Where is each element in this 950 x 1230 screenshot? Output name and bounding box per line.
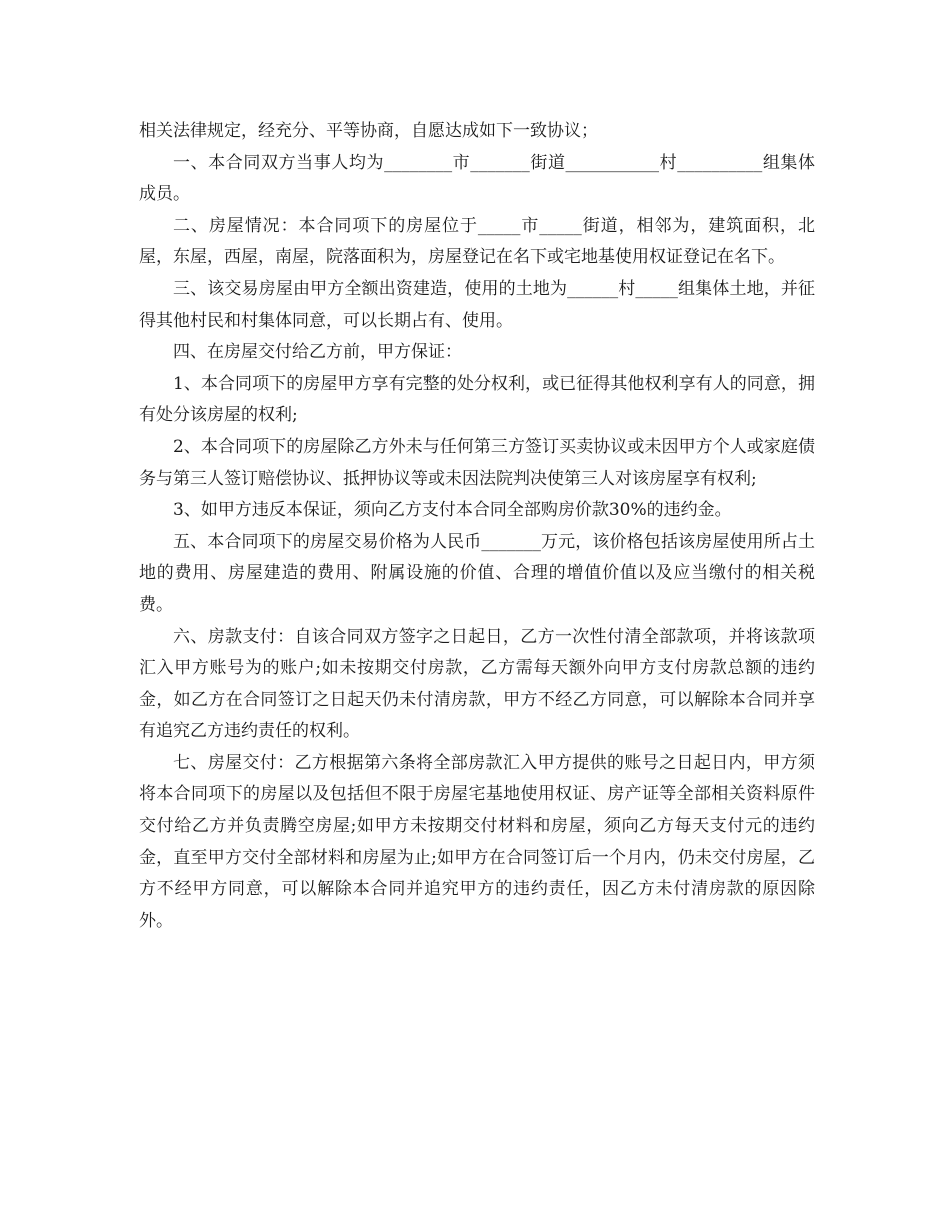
- contract-body: [139, 116, 815, 937]
- clause-3-land-use: 三、该交易房屋由甲方全额出资建造，使用的土地为______村_____组集体土地，并征得其他村民和村集体同意，可以长期占有、使用。: [139, 278, 815, 331]
- clause-4-item-3: 3、如甲方违反本保证，须向乙方支付本合同全部购房价款30%的违约金。: [173, 500, 732, 521]
- clause-4-item-2: 2、本合同项下的房屋除乙方外未与任何第三方签订买卖协议或未因甲方个人或家庭债务与第三人签订赔偿协议、抵押协议等或未因法院判决使第三人对该房屋享有权利;: [139, 436, 815, 489]
- clause-2-property-info: 二、房屋情况：本合同项下的房屋位于_____市_____街道，相邻为，建筑面积，北屋，东屋，西屋，南屋，院落面积为，房屋登记在名下或宅地基使用权证登记在名下。: [139, 215, 815, 268]
- clause-5-price: 五、本合同项下的房屋交易价格为人民币_______万元，该价格包括该房屋使用所占土地的费用、房屋建造的费用、附属设施的价值、合理的增值价值以及应当缴付的相关税费。: [139, 531, 815, 615]
- clause-1-parties: 一、本合同双方当事人均为________市_______街道___________村__________组集体成员。: [139, 152, 815, 205]
- clause-4-guarantee: 四、在房屋交付给乙方前，甲方保证：: [173, 342, 462, 363]
- clause-4-item-1: 1、本合同项下的房屋甲方享有完整的处分权利，或已征得其他权利享有人的同意，拥有处分该房屋的权利;: [139, 373, 815, 426]
- clause-6-payment: 六、房款支付：自该合同双方签字之日起日，乙方一次性付清全部款项，并将该款项汇入甲方账号为的账户;如未按期交付房款，乙方需每天额外向甲方支付房款总额的违约金，如乙方在合同签订之日起天仍未付清房款，甲方不经乙方同意，可以解除本合同并享有追究乙方违约责任的权利。: [139, 626, 815, 742]
- intro-paragraph: 相关法律规定，经充分、平等协商，自愿达成如下一致协议；: [139, 121, 598, 141]
- clause-7-delivery: 七、房屋交付：乙方根据第六条将全部房款汇入甲方提供的账号之日起日内，甲方须将本合同项下的房屋以及包括但不限于房屋宅基地使用权证、房产证等全部相关资料原件交付给乙方并负责腾空房屋;如甲方未按期交付材料和房屋，须向乙方每天支付元的违约金，直至甲方交付全部材料和房屋为止;如甲方在合同签订后一个月内，仍未交付房屋，乙方不经甲方同意，可以解除本合同并追究甲方的违约责任，因乙方未付清房款的原因除外。: [139, 752, 815, 931]
